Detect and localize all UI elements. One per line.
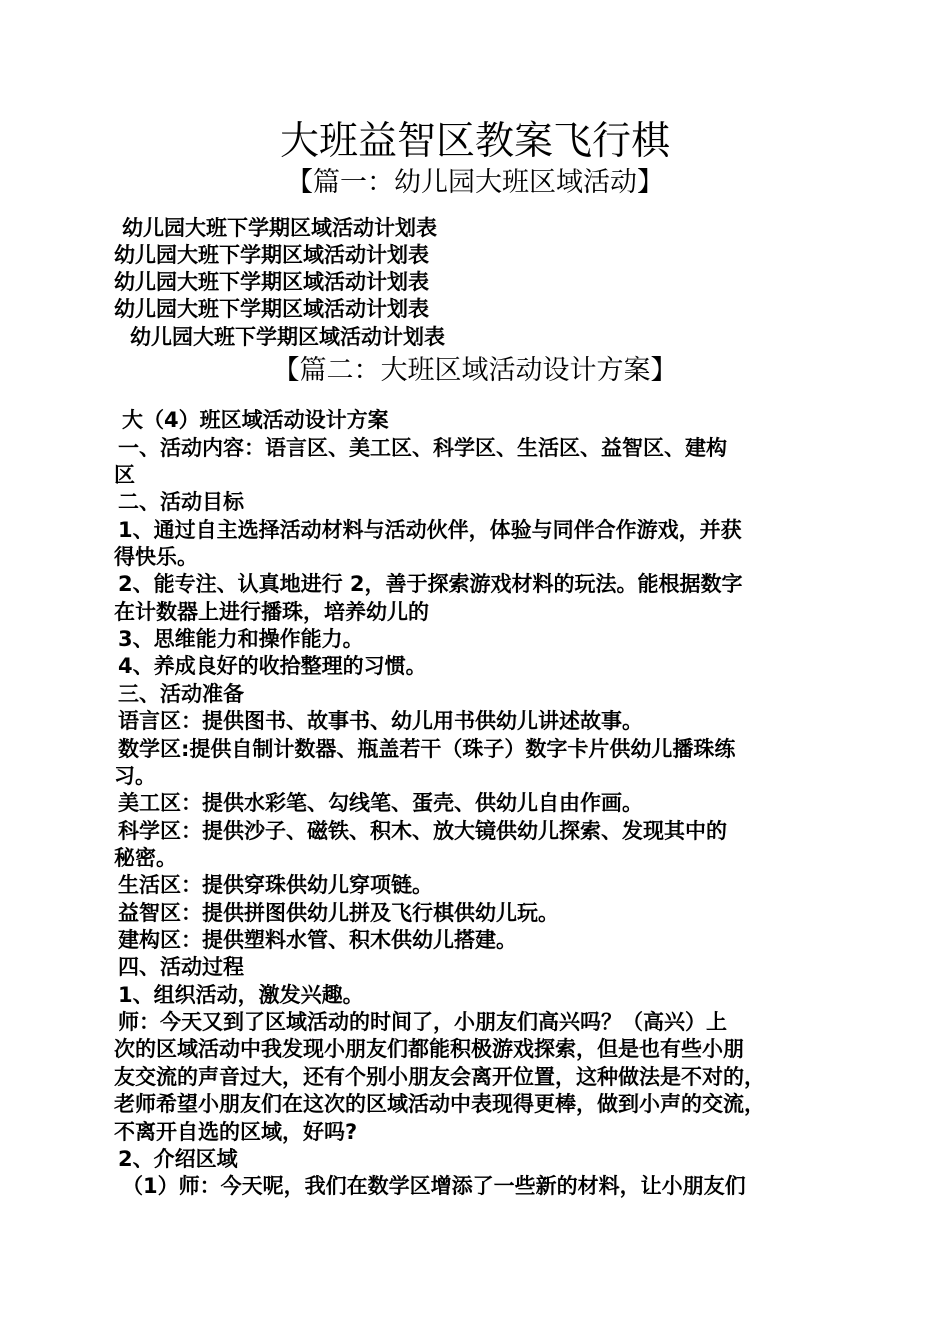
body-line: 1、组织活动，激发兴趣。 xyxy=(118,983,364,1007)
body-line: 三、活动准备 xyxy=(118,682,244,706)
body-line: 习。 xyxy=(114,764,156,788)
body-line: 师：今天又到了区域活动的时间了，小朋友们高兴吗？（高兴）上 xyxy=(118,1010,727,1034)
body-line: 在计数器上进行播珠，培养幼儿的 xyxy=(114,600,429,624)
plan-line: 幼儿园大班下学期区域活动计划表 xyxy=(114,243,429,267)
body-line: 数学区:提供自制计数器、瓶盖若干（珠子）数字卡片供幼儿播珠练 xyxy=(118,737,736,761)
body-line: 益智区：提供拼图供幼儿拼及飞行棋供幼儿玩。 xyxy=(118,901,559,925)
body-line: 区 xyxy=(114,463,135,487)
body-line: 1、通过自主选择活动材料与活动伙伴，体验与同伴合作游戏，并获 xyxy=(118,518,742,542)
body-line: 一、活动内容：语言区、美工区、科学区、生活区、益智区、建构 xyxy=(118,436,727,460)
plan-line: 幼儿园大班下学期区域活动计划表 xyxy=(130,325,445,349)
body-line: 4、养成良好的收拾整理的习惯。 xyxy=(118,654,427,678)
body-line: 老师希望小朋友们在这次的区域活动中表现得更棒，做到小声的交流， xyxy=(114,1092,765,1116)
body-line: 不离开自选的区域，好吗? xyxy=(114,1120,358,1144)
section-title: 大（4）班区域活动设计方案 xyxy=(122,408,389,432)
body-line: 2、介绍区域 xyxy=(118,1147,238,1171)
document-title: 大班益智区教案飞行棋 xyxy=(279,119,670,164)
body-line: 秘密。 xyxy=(114,846,177,870)
body-line: 3、思维能力和操作能力。 xyxy=(118,627,364,651)
body-line: 生活区：提供穿珠供幼儿穿项链。 xyxy=(118,873,433,897)
body-line: 建构区：提供塑料水管、积木供幼儿搭建。 xyxy=(118,928,517,952)
body-line: 科学区：提供沙子、磁铁、积木、放大镜供幼儿探索、发现其中的 xyxy=(118,819,727,843)
body-line: 美工区：提供水彩笔、勾线笔、蛋壳、供幼儿自由作画。 xyxy=(118,791,643,815)
body-line: 2、能专注、认真地进行 2，善于探索游戏材料的玩法。能根据数字 xyxy=(118,572,743,596)
body-line: 友交流的声音过大，还有个别小朋友会离开位置，这种做法是不对的， xyxy=(114,1065,765,1089)
body-line: 四、活动过程 xyxy=(118,955,244,979)
body-line: 二、活动目标 xyxy=(118,490,244,514)
body-line: 次的区域活动中我发现小朋友们都能积极游戏探索，但是也有些小朋 xyxy=(114,1037,744,1061)
plan-line: 幼儿园大班下学期区域活动计划表 xyxy=(114,270,429,294)
part2-heading: 【篇二：大班区域活动设计方案】 xyxy=(272,355,678,386)
body-line: （1）师：今天呢，我们在数学区增添了一些新的材料，让小朋友们 xyxy=(122,1174,746,1198)
part1-heading: 【篇一：幼儿园大班区域活动】 xyxy=(286,167,664,198)
plan-line: 幼儿园大班下学期区域活动计划表 xyxy=(122,216,437,240)
body-line: 语言区：提供图书、故事书、幼儿用书供幼儿讲述故事。 xyxy=(118,709,643,733)
plan-line: 幼儿园大班下学期区域活动计划表 xyxy=(114,297,429,321)
body-line: 得快乐。 xyxy=(114,545,198,569)
